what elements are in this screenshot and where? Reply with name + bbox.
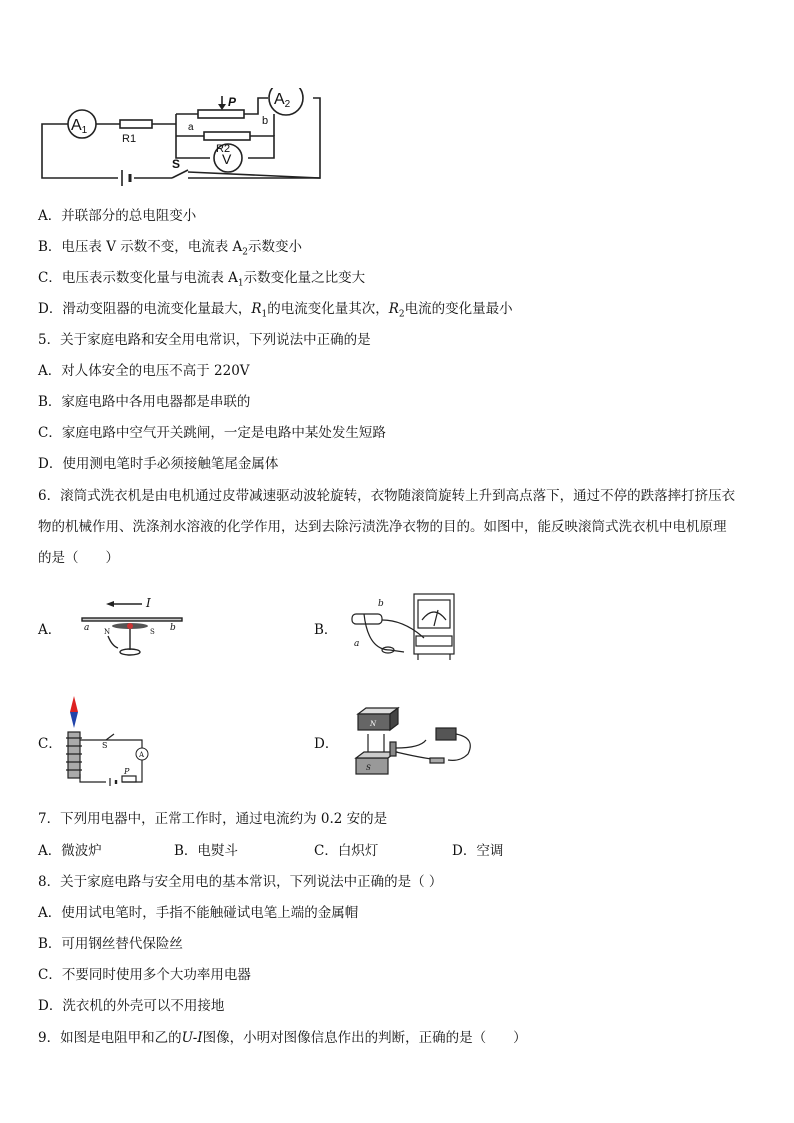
q4-option-b: B．电压表 V 示数不变，电流表 $A_2$示数变小 xyxy=(38,239,303,258)
q6-stem-line1: 6．滚筒式洗衣机是由电机通过皮带减速驱动波轮旋转，衣物随滚筒旋转上升到高点落下，通过不停的跌落摔打挤压衣 xyxy=(38,488,736,504)
r2-label: R2 xyxy=(216,143,231,155)
q6-option-a-label: A． xyxy=(38,622,62,638)
svg-text:a: a xyxy=(84,623,90,633)
point-a-label: a xyxy=(188,122,194,133)
svg-text:S: S xyxy=(366,764,371,772)
q7-option-d: D．空调 xyxy=(452,843,504,859)
q4-option-d: D．滑动变阻器的电流变化量最大，$R_1$的电流变化量其次，$R_2$电流的变化量最小 xyxy=(38,301,513,320)
switch-s-label: S xyxy=(172,157,181,171)
q7-options xyxy=(38,841,503,861)
q5-option-a: A．对人体安全的电压不高于 220V xyxy=(38,363,250,379)
q6-figure-c xyxy=(62,690,158,790)
q8-option-b: B．可用钢丝替代保险丝 xyxy=(38,936,183,952)
q6-figure-a xyxy=(78,592,190,662)
svg-text:S: S xyxy=(150,628,155,636)
q5-option-d: D．使用测电笔时手必须接触笔尾金属体 xyxy=(38,456,279,472)
q5-option-b: B．家庭电路中各用电器都是串联的 xyxy=(38,394,251,410)
q6-option-b-label: B． xyxy=(314,622,338,638)
q7-stem: 7．下列用电器中，正常工作时，通过电流约为 0.2 安的是 xyxy=(38,811,388,827)
q6-stem-line3: 的是（ ） xyxy=(38,550,119,566)
q8-stem: 8．关于家庭电路与安全用电的基本常识，下列说法中正确的是（ ） xyxy=(38,874,443,890)
r1-label: R1 xyxy=(122,133,137,145)
q6-stem-line2: 物的机械作用、洗涤剂水溶液的化学作用，达到去除污渍洗净衣物的目的。如图中，能反映滚筒式洗衣机中电机原理 xyxy=(38,519,727,535)
q4-option-a: A．并联部分的总电阻变小 xyxy=(38,208,197,224)
ammeter-a2-label: A2 xyxy=(274,91,291,110)
voltmeter-label: V xyxy=(222,151,232,167)
svg-text:P: P xyxy=(124,767,130,776)
q8-option-d: D．洗衣机的外壳可以不用接地 xyxy=(38,998,225,1014)
point-b-label: b xyxy=(262,115,269,127)
q7-option-c: C．白炽灯 xyxy=(314,843,379,859)
svg-text:N: N xyxy=(370,720,377,728)
svg-text:a: a xyxy=(354,639,360,649)
svg-text:b: b xyxy=(378,599,384,609)
svg-text:I: I xyxy=(146,596,151,610)
ammeter-a1-label: A1 xyxy=(71,117,88,136)
q6-figure-b xyxy=(344,590,460,662)
q6-option-d-label: D． xyxy=(314,736,339,752)
q8-option-c: C．不要同时使用多个大功率用电器 xyxy=(38,967,251,983)
circuit-diagram xyxy=(38,88,328,188)
q5-option-c: C．家庭电路中空气开关跳闸，一定是电路中某处发生短路 xyxy=(38,425,386,441)
svg-text:b: b xyxy=(170,623,176,633)
q7-option-a: A．微波炉 xyxy=(38,843,102,859)
q6-option-c-label: C． xyxy=(38,736,62,752)
q5-stem: 5．关于家庭电路和安全用电常识，下列说法中正确的是 xyxy=(38,332,371,348)
q4-option-c: C．电压表示数变化量与电流表 $A_1$示数变化量之比变大 xyxy=(38,270,366,289)
svg-text:S: S xyxy=(102,741,108,750)
q9-stem: 9．如图是电阻甲和乙的U-I图像，小明对图像信息作出的判断，正确的是（ ） xyxy=(38,1030,527,1046)
q8-option-a: A．使用试电笔时，手指不能触碰试电笔上端的金属帽 xyxy=(38,905,359,921)
slider-p-label: P xyxy=(228,95,237,109)
q6-figure-d xyxy=(350,704,478,780)
q7-option-b: B．电熨斗 xyxy=(174,843,238,859)
svg-text:N: N xyxy=(104,628,111,636)
svg-text:A: A xyxy=(139,751,145,759)
